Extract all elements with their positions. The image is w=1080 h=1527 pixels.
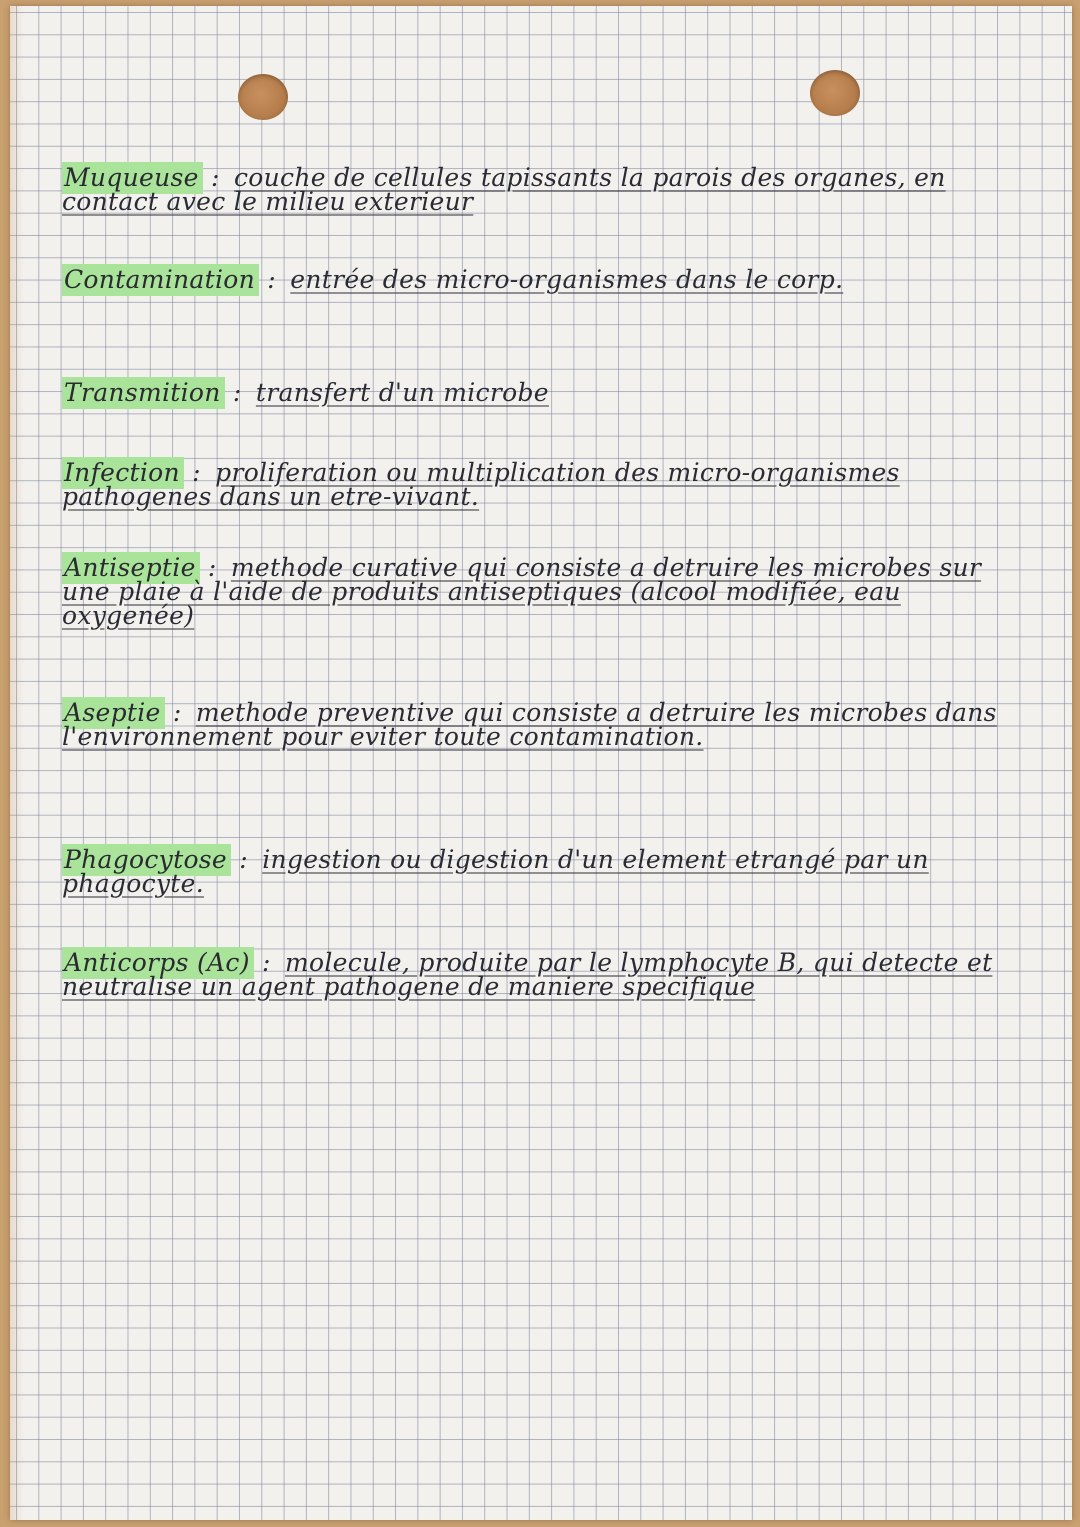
note-term: Muqueuse: [62, 162, 203, 194]
note-term: Contamination: [62, 264, 259, 296]
note-entry-phagocytose: Phagocytose : ingestion ou digestion d'un element etrangé par un phagocyte.: [62, 845, 929, 898]
note-term: Phagocytose: [62, 844, 231, 876]
note-entry-aseptie: Aseptie : methode preventive qui consiste a detruire les microbes dans l'environnement pour eviter toute contamination.: [62, 698, 997, 751]
note-definition: proliferation ou multiplication des micro-organismes pathogenes dans un etre-vivant.: [62, 458, 900, 511]
punch-hole-right: [810, 70, 860, 116]
note-definition: ingestion ou digestion d'un element etrangé par un phagocyte.: [62, 845, 929, 898]
note-term: Aseptie: [62, 697, 165, 729]
note-definition: couche de cellules tapissants la parois des organes, en contact avec le milieu exterieur: [62, 163, 946, 216]
note-definition: methode preventive qui consiste a detruire les microbes dans l'environnement pour eviter toute contamination.: [62, 698, 997, 751]
note-term: Antiseptie: [62, 552, 200, 584]
note-definition: methode curative qui consiste a detruire les microbes sur une plaie à l'aide de produits antiseptiques (alcool modifiée, eau oxygenée): [62, 553, 982, 630]
note-entry-contamination: Contamination : entrée des micro-organismes dans le corp.: [64, 265, 844, 294]
note-term: Infection: [62, 457, 184, 489]
note-entry-infection: Infection : proliferation ou multiplication des micro-organismes pathogenes dans un etre-vivant.: [62, 458, 900, 511]
note-entry-anticorps: Anticorps (Ac) : molecule, produite par le lymphocyte B, qui detecte et neutralise un agent pathogene de maniere specifique: [62, 948, 993, 1001]
note-definition: entrée des micro-organismes dans le corp.: [290, 265, 844, 294]
punch-hole-left: [238, 74, 288, 120]
notebook-page: [10, 6, 1072, 1520]
note-entry-antiseptie: Antiseptie : methode curative qui consiste a detruire les microbes sur une plaie à l'aide de produits antiseptiques (alcool modifiée, eau oxygenée): [62, 553, 982, 630]
note-entry-transmition: Transmition : transfert d'un microbe: [64, 378, 549, 407]
note-definition: molecule, produite par le lymphocyte B, qui detecte et neutralise un agent pathogene de maniere specifique: [62, 948, 993, 1001]
note-entry-muqueuse: Muqueuse : couche de cellules tapissants la parois des organes, en contact avec le milieu exterieur: [62, 163, 946, 216]
page-edge-shade: [10, 6, 24, 1520]
note-definition: transfert d'un microbe: [255, 378, 549, 407]
note-term: Anticorps (Ac): [62, 947, 254, 979]
note-term: Transmition: [62, 377, 225, 409]
